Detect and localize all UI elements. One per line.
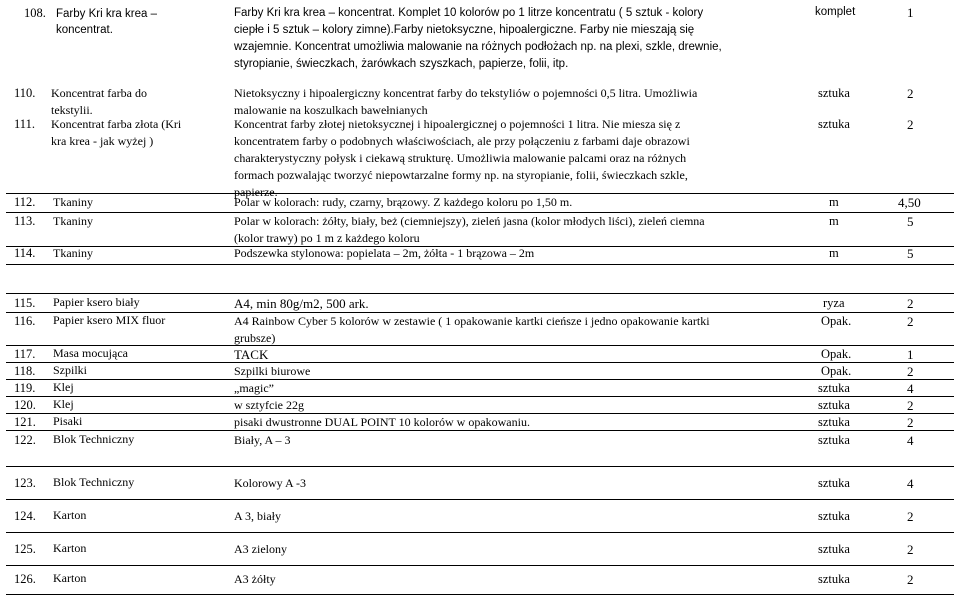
unit: sztuka bbox=[818, 415, 850, 429]
item-name: Karton bbox=[53, 508, 87, 522]
description-line: malowanie na koszulkach bawełnianych bbox=[234, 103, 428, 117]
quantity: 2 bbox=[907, 398, 914, 413]
unit: m bbox=[829, 195, 839, 209]
row-number: 125. bbox=[14, 542, 36, 556]
row-divider bbox=[6, 293, 954, 294]
row-number: 126. bbox=[14, 572, 36, 586]
description-line: formach pozwalając tworzyć niepowtarzalne formy np. na styropianie, folii, świeczkach szkle, bbox=[234, 168, 688, 182]
description-line: Szpilki biurowe bbox=[234, 364, 311, 378]
item-description bbox=[234, 5, 722, 73]
unit: sztuka bbox=[818, 509, 850, 523]
row-number: 122. bbox=[14, 433, 36, 447]
item-name bbox=[51, 85, 147, 119]
description-line: Biały, A – 3 bbox=[234, 433, 291, 447]
item-description bbox=[234, 397, 304, 414]
unit: sztuka bbox=[818, 398, 850, 412]
item-description bbox=[234, 245, 534, 262]
item-description bbox=[234, 432, 291, 449]
unit: sztuka bbox=[818, 476, 850, 490]
description-line: A4 Rainbow Cyber 5 kolorów w zestawie ( 1 opakowanie kartki cieńsze i jedno opakowanie kartki bbox=[234, 314, 710, 328]
description-line: pisaki dwustronne DUAL POINT 10 kolorów w opakowaniu. bbox=[234, 415, 530, 429]
unit: sztuka bbox=[818, 86, 850, 100]
description-line: grubsze) bbox=[234, 331, 276, 345]
item-name: Tkaniny bbox=[53, 246, 93, 260]
description-line: Nietoksyczny i hipoalergiczny koncentrat farby do tekstyliów o pojemności 0,5 litra. Umożliwia bbox=[234, 86, 698, 100]
item-name: Karton bbox=[53, 571, 87, 585]
row-divider bbox=[6, 594, 954, 595]
item-name: Tkaniny bbox=[53, 195, 93, 209]
item-name: Tkaniny bbox=[53, 214, 93, 228]
description-line: „magic” bbox=[234, 381, 274, 395]
row-divider bbox=[6, 396, 954, 397]
item-name: Blok Techniczny bbox=[53, 432, 135, 446]
row-divider bbox=[6, 466, 954, 467]
item-description bbox=[234, 380, 274, 397]
description-line: Polar w kolorach: żółty, biały, beż (ciemniejszy), zieleń jasna (kolor młodych liści), zieleń ciemna bbox=[234, 214, 705, 228]
item-description bbox=[234, 414, 530, 431]
row-number: 124. bbox=[14, 509, 36, 523]
item-description bbox=[234, 85, 697, 119]
quantity: 5 bbox=[907, 246, 914, 261]
item-description bbox=[234, 313, 710, 347]
row-number: 119. bbox=[14, 381, 36, 395]
quantity: 5 bbox=[907, 214, 914, 229]
unit: Opak. bbox=[821, 364, 852, 378]
description-line: wzajemnie. Koncentrat umożliwia malowanie na różnych podłożach np. na plexi, szkle, drewnie, bbox=[234, 41, 722, 53]
item-description bbox=[234, 213, 705, 247]
unit: m bbox=[829, 214, 839, 228]
description-line: A3 żółty bbox=[234, 572, 276, 586]
row-divider bbox=[6, 379, 954, 380]
item-name: Klej bbox=[53, 380, 74, 394]
description-line: A3 zielony bbox=[234, 542, 287, 556]
quantity: 2 bbox=[907, 296, 914, 311]
item-name-line: tekstylii. bbox=[51, 103, 93, 117]
quantity: 2 bbox=[907, 117, 914, 132]
unit: sztuka bbox=[818, 433, 850, 447]
item-description bbox=[234, 346, 268, 363]
item-description bbox=[234, 508, 281, 525]
description-line: Kolorowy A -3 bbox=[234, 476, 306, 490]
quantity: 4 bbox=[907, 476, 914, 491]
item-name-line: Koncentrat farba złota (Kri bbox=[51, 117, 182, 131]
row-divider bbox=[6, 430, 954, 431]
row-number: 112. bbox=[14, 195, 36, 209]
description-line: (kolor trawy) po 1 m z każdego koloru bbox=[234, 231, 420, 245]
row-divider bbox=[6, 345, 954, 346]
quantity: 2 bbox=[907, 415, 914, 430]
row-divider bbox=[6, 264, 954, 265]
item-name bbox=[56, 6, 157, 38]
item-description bbox=[234, 116, 690, 201]
quantity: 2 bbox=[907, 542, 914, 557]
item-name-line: kra krea - jak wyżej ) bbox=[51, 134, 154, 148]
quantity: 1 bbox=[907, 347, 914, 362]
item-description bbox=[234, 363, 310, 380]
row-number: 114. bbox=[14, 246, 36, 260]
unit: Opak. bbox=[821, 314, 852, 328]
description-line: TACK bbox=[234, 347, 269, 362]
quantity: 2 bbox=[907, 572, 914, 587]
item-name-line: Koncentrat farba do bbox=[51, 86, 147, 100]
description-line: A 3, biały bbox=[234, 509, 281, 523]
item-name-line: koncentrat. bbox=[56, 24, 113, 36]
item-name: Karton bbox=[53, 541, 87, 555]
description-line: charakterystyczny połysk i ciekawą strukturę. Umożliwia malowanie palcami oraz na różnych bbox=[234, 151, 687, 165]
description-line: A4, min 80g/m2, 500 ark. bbox=[234, 296, 369, 311]
row-number: 121. bbox=[14, 415, 36, 429]
quantity: 4,50 bbox=[898, 195, 921, 210]
item-name: Pisaki bbox=[53, 414, 83, 428]
row-divider bbox=[6, 362, 954, 363]
unit: Opak. bbox=[821, 347, 852, 361]
item-description bbox=[234, 571, 276, 588]
description-line: w sztyfcie 22g bbox=[234, 398, 304, 412]
unit: m bbox=[829, 246, 839, 260]
item-name bbox=[51, 116, 181, 150]
description-line: ciepłe i 5 sztuk – kolory zimne).Farby nietoksyczne, hipoalergiczne. Farby nie mieszają się bbox=[234, 24, 695, 36]
quantity: 4 bbox=[907, 381, 914, 396]
item-description bbox=[234, 194, 572, 211]
unit: sztuka bbox=[818, 542, 850, 556]
item-name: Klej bbox=[53, 397, 74, 411]
row-number: 110. bbox=[14, 86, 36, 100]
row-number: 118. bbox=[14, 364, 36, 378]
quantity: 1 bbox=[907, 5, 914, 20]
row-number: 111. bbox=[14, 117, 35, 131]
row-number: 115. bbox=[14, 296, 36, 310]
row-number: 120. bbox=[14, 398, 36, 412]
row-number: 116. bbox=[14, 314, 36, 328]
quantity: 4 bbox=[907, 433, 914, 448]
item-name: Masa mocująca bbox=[53, 346, 128, 360]
item-name: Papier ksero biały bbox=[53, 295, 140, 309]
unit: ryza bbox=[823, 296, 845, 310]
description-line: Farby Kri kra krea – koncentrat. Komplet 10 kolorów po 1 litrze koncentratu ( 5 sztuk - kolory bbox=[234, 7, 704, 19]
item-name-line: Farby Kri kra krea – bbox=[56, 8, 157, 20]
quantity: 2 bbox=[907, 364, 914, 379]
quantity: 2 bbox=[907, 314, 914, 329]
unit: sztuka bbox=[818, 381, 850, 395]
item-description bbox=[234, 295, 369, 312]
description-line: koncentratem farby o podobnych właściwościach, ale przy połączeniu z farbami daje obrazowi bbox=[234, 134, 690, 148]
quantity: 2 bbox=[907, 86, 914, 101]
row-divider bbox=[6, 499, 954, 500]
unit: sztuka bbox=[818, 572, 850, 586]
description-line: Koncentrat farby złotej nietoksycznej i hipoalergicznej o pojemności 1 litra. Nie miesza się z bbox=[234, 117, 681, 131]
item-description bbox=[234, 541, 287, 558]
row-number: 113. bbox=[14, 214, 36, 228]
description-line: styropianie, świeczkach, żarówkach szyszkach, papierze, folii, itp. bbox=[234, 58, 569, 70]
description-line: Polar w kolorach: rudy, czarny, brązowy. Z każdego koloru po 1,50 m. bbox=[234, 195, 573, 209]
row-divider bbox=[6, 565, 954, 566]
item-name: Papier ksero MIX fluor bbox=[53, 313, 166, 327]
quantity: 2 bbox=[907, 509, 914, 524]
unit: komplet bbox=[815, 6, 856, 18]
row-number: 117. bbox=[14, 347, 36, 361]
row-number: 108. bbox=[24, 6, 46, 20]
unit: sztuka bbox=[818, 117, 850, 131]
item-name: Blok Techniczny bbox=[53, 475, 135, 489]
description-line: papierze. bbox=[234, 185, 278, 199]
item-name: Szpilki bbox=[53, 363, 88, 377]
description-line: Podszewka stylonowa: popielata – 2m, żółta - 1 brązowa – 2m bbox=[234, 246, 535, 260]
item-description bbox=[234, 475, 306, 492]
row-number: 123. bbox=[14, 476, 36, 490]
row-divider bbox=[6, 532, 954, 533]
